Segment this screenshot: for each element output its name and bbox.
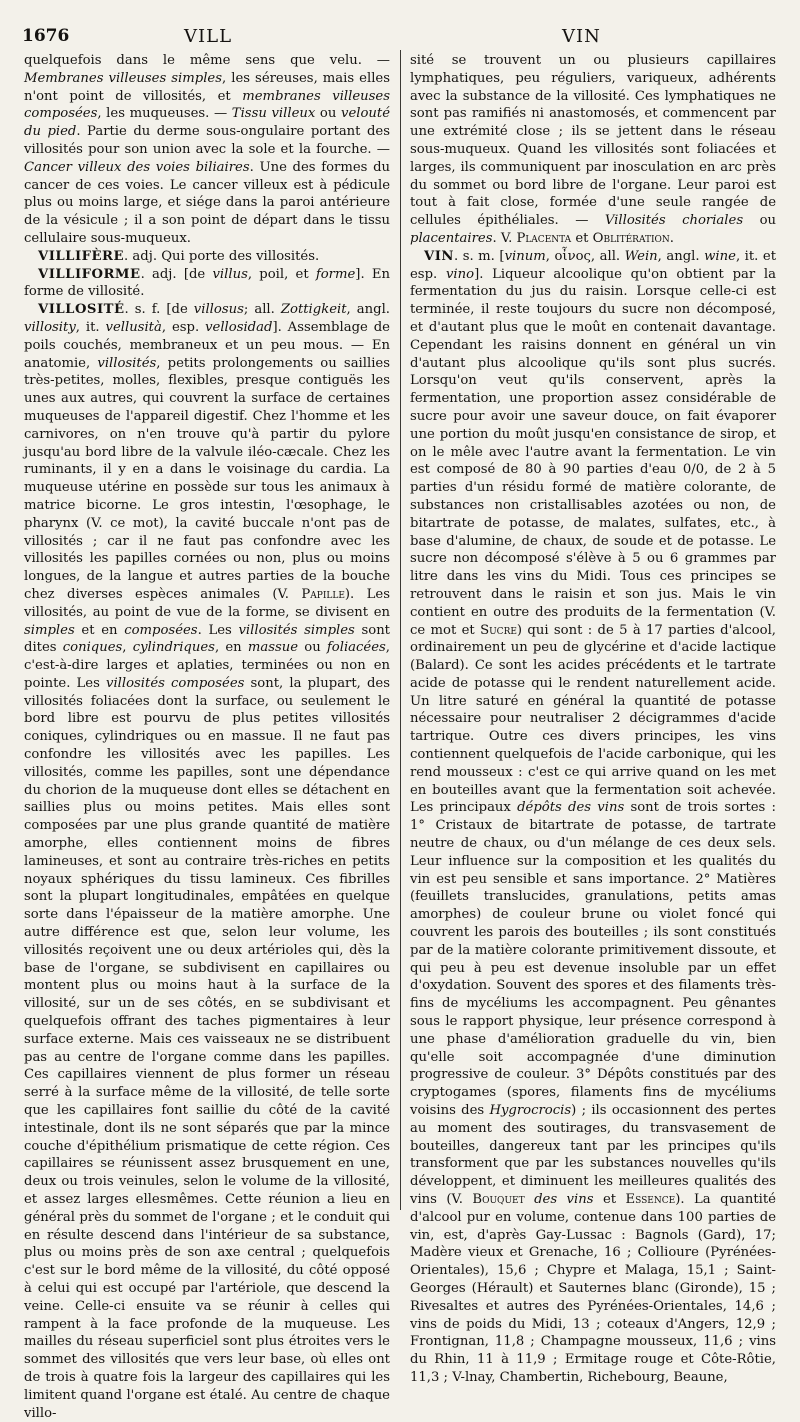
entry-villifere xyxy=(24,248,390,266)
text-run: , angl. xyxy=(657,248,705,264)
italic-text: foliacées xyxy=(326,640,386,656)
cross-reference: Papille xyxy=(301,586,345,602)
italic-text: des vins xyxy=(534,1192,594,1207)
headword: VILLIFÈRE xyxy=(38,248,125,264)
italic-text: Zottigkeit xyxy=(280,302,347,318)
text-run: et xyxy=(593,1192,626,1207)
text-run: ; all. xyxy=(243,302,281,318)
cross-reference: Oblitération xyxy=(592,230,670,246)
text-run: ou xyxy=(298,640,327,656)
entry-villiforme xyxy=(24,266,390,302)
italic-text: wine xyxy=(704,248,736,264)
italic-text: dépôts des vins xyxy=(517,800,625,816)
text-run: ou xyxy=(743,213,777,229)
text-run xyxy=(525,1192,534,1207)
right-column xyxy=(410,52,777,1385)
italic-text: vellusità xyxy=(105,319,162,335)
italic-text: velouté du pied xyxy=(24,106,391,140)
text-run: et en xyxy=(74,622,125,638)
text-run: , it. et esp. xyxy=(410,248,777,282)
text-run: ). La quantité d'alcool pur en volume, contenue dans 100 parties de vin, est, d'après Gay-Lussac : Bagnols (Gard), 17; Madère vieux et Grenache, 16 ; Collioure (Pyrénées-Orientales), 15,6 ; Chypre et Malaga, 15,1 ; Saint-Georges (Hérault) et Sauternes blanc (Gironde), 15 ; Rivesaltes et autres des Pyrénées-Orientales, 14,6 ; vins de poids du Midi, 13 ; coteaux d'Angers, 12,9 ; Frontignan, 11,8 ; Champagne mousseux, 11,6 ; vins du Rhin, 11 à 11,9 ; Ermitage rouge et Côte-Rôtie, 11,3 ; V-lnay, Chambertin, Richebourg, Beaune, xyxy=(410,1192,776,1385)
text-run: et xyxy=(571,230,593,246)
italic-text: villosités composées xyxy=(106,675,245,691)
italic-text: vinum xyxy=(504,248,546,264)
italic-text: placentaires xyxy=(410,230,493,246)
cross-reference: Sucre xyxy=(480,622,517,638)
entry-villosite xyxy=(24,301,390,1422)
headword: VILLIFORME xyxy=(38,266,141,282)
italic-text: membranes villeuses composées xyxy=(24,88,390,122)
running-head-left: VILL xyxy=(184,26,233,47)
text-run: . Une des formes du cancer de ces voies. Le cancer villeux est à pédicule plus ou moins large, et siége dans la paroi antérieure de la vésicule ; il a son point de départ dans le tissu cellulaire sous-muqueux. xyxy=(24,159,390,246)
italic-text: forme xyxy=(315,266,356,282)
text-run: sont, la plupart, des villosités foliacées dont la surface, ou seulement le bord libre est pourvu de plus petites villosités coniques, cylindriques ou en massue. Il ne faut pas confondre les villosités avec les papilles. Les villosités, comme les papilles, sont une dépendance du chorion de la muqueuse dont elles se détachent en saillies plus ou moins petites. Mais elles sont composées par une plus grande quantité de matière amorphe, elles contiennent moins de fibres lamineuses, et sont au contraire très-riches en petits noyaux sphériques du tissu lamineux. Ces fibrilles sont la plupart longitudinales, empâtées en quelque sorte dans l'épaisseur de la matière amorphe. Une autre différence est que, selon leur volume, les villosités reçoivent une ou deux artérioles qui, dès la base de l'organe, se subdivisent en capillaires ou montent plus ou moins haut à la surface de la villosité, sur un de ses côtés, en se subdivisant et quelquefois offrant des taches pigmentaires à leur surface externe. Mais ces vaisseaux ne se distribuent pas au centre de l'organe comme dans les papilles. Ces capillaires viennent de plus former un réseau serré à la surface même de la villosité, de telle sorte que les capillaires font saillie du côté de la cavité intestinale, dont ils ne sont séparés que par la mince couche d'épithélium prismatique de cette région. Ces capillaires se réunissent assez brusquement en une, deux ou trois veinules, selon le volume de la villosité, et assez larges ellesmêmes. Cette réunion a lieu en général près du sommet de l'organe ; et le conduit qui en résulte descend dans l'intérieur de sa substance, plus ou moins près de son axe central ; quelquefois c'est sur le bord même de la villosité, du côté opposé à celui qui est occupé par l'artériole, que descend la veine. Celle-ci ensuite va se réunir à celles qui rampent à la face profonde de la muqueuse. Les mailles du réseau superficiel sont plus étroites vers le sommet des villosités que vers leur base, où elles ont de trois à quatre fois la largeur des capillaires qui les limitent quand l'organe est étalé. Au centre de chaque villo- xyxy=(24,675,390,1421)
text-run: , poil, et xyxy=(247,266,316,282)
italic-text: villosités xyxy=(97,355,157,371)
text-run: ]. Liqueur alcoolique qu'on obtient par la fermentation du jus du raisin. Lorsque celle-ci est terminée, il reste toujours du sucre non décomposé, et d'autant plus que le moût en contenait davantage. Cependant les raisins donnent en général un vin d'autant plus alcoolique qu'ils sont plus sucrés. Lorsqu'on veut qu'ils conservent, après la fermentation, une proportion assez considérable de sucre pour avoir une saveur douce, on fait évaporer une portion du moût jusqu'en consistance de sirop, et on le mêle avec l'autre avant la fermentation. Le vin est composé de 80 à 90 parties d'eau 0/0, de 2 à 5 parties d'un résidu formé de matière colorante, de substances non cristallisables azotées ou non, de bitartrate de potasse, de malates, sulfates, etc., à base d'alumine, de chaux, de soude et de potasse. Le sucre non décomposé s'élève à 5 ou 6 grammes par litre dans les vins du Midi. Tous ces principes se retrouvent dans le raisin et son jus. Mais le vin contient en outre des produits de la fermentation (V. ce mot et xyxy=(410,266,777,638)
cross-reference: Essence xyxy=(625,1192,676,1207)
text-run: ]. Assemblage de poils couchés, membraneux et un peu mous. — En anatomie, xyxy=(24,319,390,371)
text-run: , esp. xyxy=(161,319,206,335)
italic-text: Membranes villeuses simples xyxy=(24,70,223,86)
text-run: ]. En forme de villosité. xyxy=(24,266,390,300)
italic-text: vellosidad xyxy=(205,319,273,335)
text-run: . s. m. [ xyxy=(453,248,505,264)
text-run: sont dites xyxy=(24,622,390,656)
italic-text: villosités simples xyxy=(238,622,355,638)
text-run: . Partie du derme sous-ongulaire portant des villosités pour son union avec la sole et la fourche. — xyxy=(24,124,390,157)
cross-reference: Placenta xyxy=(516,230,572,246)
headword: VIN xyxy=(424,248,454,264)
text-run: , xyxy=(122,640,133,656)
italic-text: composées xyxy=(124,622,198,638)
text-run: , angl. xyxy=(346,302,390,318)
text-run: . Les xyxy=(197,622,239,638)
italic-text: Hygrocrocis xyxy=(489,1103,572,1119)
italic-text: Cancer villeux des voies biliaires xyxy=(24,159,250,175)
text-run: , it. xyxy=(75,319,106,335)
text-run: ) ; ils occasionnent des pertes au moment des soutirages, du transvasement de bouteilles, dangereux tant par les principes qu'ils transforment que par les substances nouvelles qu'ils développent, et diminuent les meilleures qualités des vins (V. xyxy=(410,1103,776,1207)
italic-text: vino xyxy=(445,266,475,282)
text-run: , en xyxy=(214,640,248,656)
text-run: . xyxy=(669,230,674,246)
running-head-right: VIN xyxy=(562,26,601,47)
left-column xyxy=(24,52,391,1421)
text-run: sité se trouvent un ou plusieurs capillaires lymphatiques, peu réguliers, variqueux, adhérents avec la substance de la villosité. Ces lymphatiques ne sont pas ramifiés ni anastomosés, et commencent par une extrémité close ; ils se jettent dans le réseau sous-muqueux. Quand les villosités sont foliacées et larges, ils communiquent par inosculation en arc près du sommet ou bord libre de l'organe. Leur paroi est tout à fait close, formée d'une seule rangée de cellules épithéliales. — xyxy=(410,53,776,229)
entry-vin xyxy=(410,248,776,1387)
headword: VILLOSITÉ xyxy=(38,302,125,318)
text-run: . s. f. [de xyxy=(124,302,194,318)
italic-text: villus xyxy=(212,266,248,282)
text-run: . V. xyxy=(492,230,517,246)
text-run: , c'est-à-dire larges et aplaties, terminées ou non en pointe. Les xyxy=(24,640,390,691)
entry-continuation xyxy=(24,52,390,248)
italic-text: simples xyxy=(24,622,75,638)
italic-text: villosus xyxy=(193,302,244,318)
text-run: ou xyxy=(315,106,341,122)
italic-text: cylindriques xyxy=(132,640,215,656)
text-run: , les muqueuses. — xyxy=(97,106,232,122)
column-rule xyxy=(400,50,401,1210)
text-run: . adj. [de xyxy=(140,266,213,282)
italic-text: Villosités choriales xyxy=(604,213,744,229)
text-run: , les séreuses, mais elles n'ont point de villosités, et xyxy=(24,70,390,104)
text-run: ) qui sont : de 5 à 17 parties d'alcool, ordinairement un peu de glycérine et d'acide lactique (Balard). Ce sont les acides précédents et le tartrate acide de potasse qui le rendent naturellement acide. Un litre saturé en général la quantité de potasse nécessaire pour neutraliser 2 décigrammes d'acide tartrique. Outre ces divers principes, les vins contiennent quelquefois de l'acide carbonique, qui les rend mousseux : c'est ce qui arrive quand on les met en bouteilles avant que la fermentation soit achevée. Les principaux xyxy=(410,622,776,816)
text-run: . adj. Qui porte des villosités. xyxy=(124,248,320,264)
italic-text: massue xyxy=(247,640,299,656)
italic-text: Wein xyxy=(624,248,658,264)
italic-text: villosity xyxy=(24,319,76,335)
text-run: , οἶνος, all. xyxy=(545,248,625,264)
page-number: 1676 xyxy=(22,26,70,46)
italic-text: Tissu villeux xyxy=(231,106,316,122)
text-run: ). Les villosités, au point de vue de la forme, se divisent en xyxy=(24,586,390,620)
text-run: quelquefois dans le même sens que velu. — xyxy=(24,53,390,68)
text-run: sont de trois sortes : 1° Cristaux de bitartrate de potasse, de tartrate neutre de chaux, ou d'un mélange de ces deux sels. Leur influence sur la composition et les qualités du vin est peu sensible et sans importance. 2° Matières (feuillets translucides, granulations, petits amas amorphes) de couleur brune ou violet foncé qui couvrent les parois des bouteilles ; ils sont constitués par de la matière colorante primitivement dissoute, et qui peu à peu est devenue insoluble par un effet d'oxydation. Souvent des spores et des filaments très-fins de mycéliums les accompagnent. Peu gênantes sous le rapport physique, leur présence correspond à une phase d'amélioration graduelle du vin, bien qu'elle soit accompagnée d'une diminution progressive de couleur. 3° Dépôts constitués par des cryptogames (spores, filaments fins de mycéliums voisins des xyxy=(410,800,776,1119)
cross-reference: Bouquet xyxy=(472,1192,525,1207)
entry-villosite-continuation xyxy=(410,52,776,248)
text-run: , petits prolongements ou saillies très-petites, molles, flexibles, presque contiguës les unes aux autres, qui couvrent la surface de certaines muqueuses de l'appareil digestif. Chez l'homme et les carnivores, on n'en trouve qu'à partir du pylore jusqu'au bord libre de la valvule iléo-cæcale. Chez les ruminants, il y en a dans le voisinage du cardia. La muqueuse utérine en possède sur tous les animaux à matrice bicorne. Le gros intestin, l'œsophage, le pharynx (V. ce mot), la cavité buccale n'ont pas de villosités ; car il ne faut pas confondre avec les villosités les papilles cornées ou non, plus ou moins longues, de la langue et autres parties de la bouche chez diverses espèces animales (V. xyxy=(24,355,391,602)
italic-text: coniques xyxy=(62,640,123,656)
